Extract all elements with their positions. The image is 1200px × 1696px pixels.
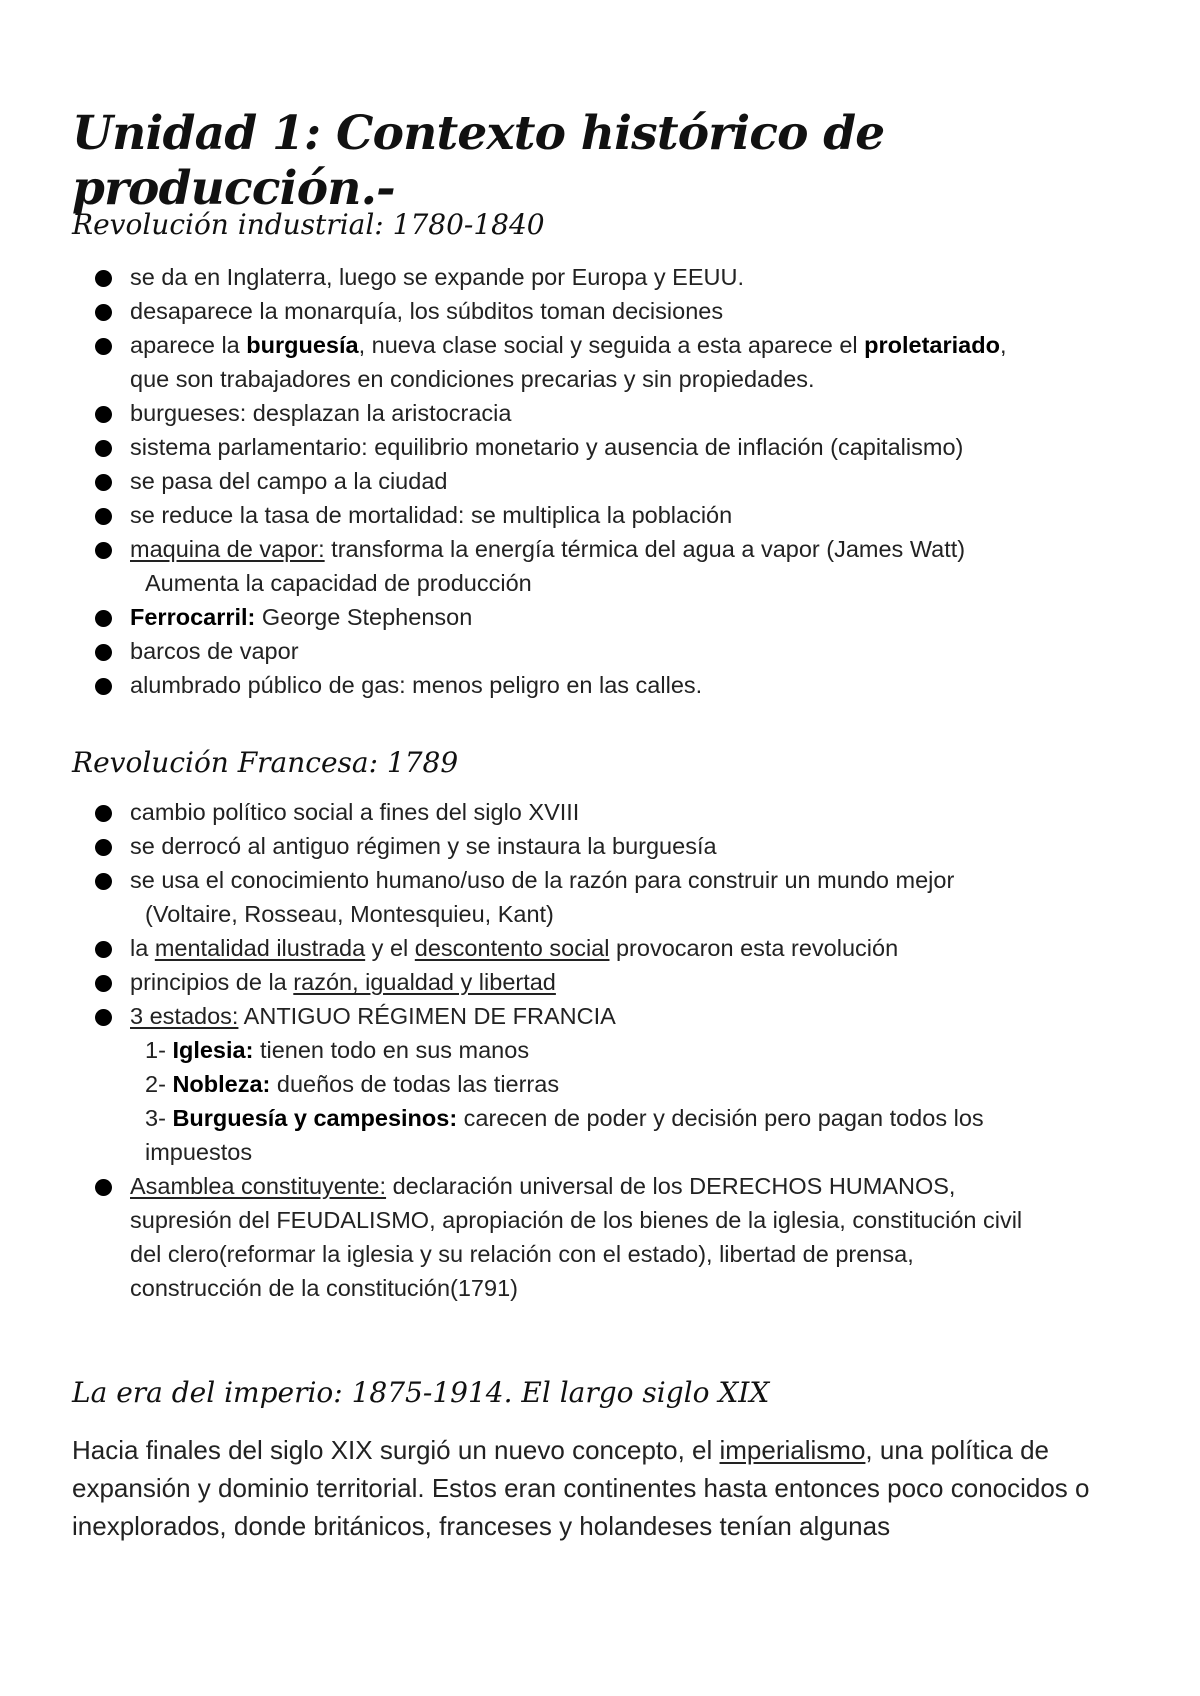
bullet-icon <box>95 440 112 457</box>
list-item: se derrocó al antiguo régimen y se instaura la burguesía <box>72 829 1152 863</box>
list-item: se pasa del campo a la ciudad <box>72 464 1152 498</box>
list-item: maquina de vapor: transforma la energía térmica del agua a vapor (James Watt) Aumenta la capacidad de producción <box>72 532 1152 600</box>
bullet-icon <box>95 975 112 992</box>
bullet-icon <box>95 508 112 525</box>
bullet-icon <box>95 1009 112 1026</box>
bullet-icon <box>95 474 112 491</box>
section-heading-industrial: Revolución industrial: 1780-1840 <box>72 208 545 241</box>
list-item: se reduce la tasa de mortalidad: se multiplica la población <box>72 498 1152 532</box>
list-item: burgueses: desplazan la aristocracia <box>72 396 1152 430</box>
industrial-revolution-list <box>72 260 1152 702</box>
bullet-icon <box>95 805 112 822</box>
section-heading-french: Revolución Francesa: 1789 <box>72 746 459 779</box>
section-heading-empire: La era del imperio: 1875-1914. El largo siglo XIX <box>72 1376 770 1409</box>
list-item: Ferrocarril: George Stephenson <box>72 600 1152 634</box>
bullet-icon <box>95 678 112 695</box>
list-item: desaparece la monarquía, los súbditos toman decisiones <box>72 294 1152 328</box>
bullet-icon <box>95 406 112 423</box>
bullet-icon <box>95 610 112 627</box>
page-title: Unidad 1: Contexto histórico de producción.- <box>72 106 885 216</box>
bullet-icon <box>95 338 112 355</box>
bullet-icon <box>95 873 112 890</box>
bullet-icon <box>95 941 112 958</box>
list-item: cambio político social a fines del siglo XVIII <box>72 795 1152 829</box>
list-item: alumbrado público de gas: menos peligro en las calles. <box>72 668 1152 702</box>
list-item: se da en Inglaterra, luego se expande por Europa y EEUU. <box>72 260 1152 294</box>
list-item: barcos de vapor <box>72 634 1152 668</box>
bullet-icon <box>95 839 112 856</box>
list-item: 3 estados: ANTIGUO RÉGIMEN DE FRANCIA 1- Iglesia: tienen todo en sus manos 2- Nobleza: dueños de todas las tierras 3- Burguesía y campesinos: carecen de poder y decisión pero pagan todos los impuestos <box>72 999 1152 1169</box>
bullet-icon <box>95 1179 112 1196</box>
bullet-icon <box>95 304 112 321</box>
list-item: sistema parlamentario: equilibrio monetario y ausencia de inflación (capitalismo) <box>72 430 1152 464</box>
bullet-icon <box>95 542 112 559</box>
list-item: la mentalidad ilustrada y el descontento social provocaron esta revolución <box>72 931 1152 965</box>
list-item: se usa el conocimiento humano/uso de la razón para construir un mundo mejor (Voltaire, Rosseau, Montesquieu, Kant) <box>72 863 1152 931</box>
french-revolution-list <box>72 795 1152 1305</box>
list-item: principios de la razón, igualdad y libertad <box>72 965 1152 999</box>
estate-item: 2- Nobleza: dueños de todas las tierras <box>145 1071 560 1097</box>
bullet-icon <box>95 644 112 661</box>
list-item: aparece la burguesía, nueva clase social y seguida a esta aparece el proletariado, que son trabajadores en condiciones precarias y sin propiedades. <box>72 328 1152 396</box>
empire-paragraph: Hacia finales del siglo XIX surgió un nuevo concepto, el imperialismo, una política de expansión y dominio territorial. Estos eran continentes hasta entonces poco conocidos o inexplorados, donde británicos, franceses y holandeses tenían algunas <box>72 1435 1090 1541</box>
bullet-icon <box>95 270 112 287</box>
list-item: Asamblea constituyente: declaración universal de los DERECHOS HUMANOS, supresión del FEUDALISMO, apropiación de los bienes de la iglesia, constitución civil del clero(reformar la iglesia y su relación con el estado), libertad de prensa, construcción de la constitución(1791) <box>72 1169 1152 1305</box>
estate-item: 3- Burguesía y campesinos: carecen de poder y decisión pero pagan todos los <box>145 1105 984 1131</box>
estate-item: 1- Iglesia: tienen todo en sus manos <box>145 1037 530 1063</box>
